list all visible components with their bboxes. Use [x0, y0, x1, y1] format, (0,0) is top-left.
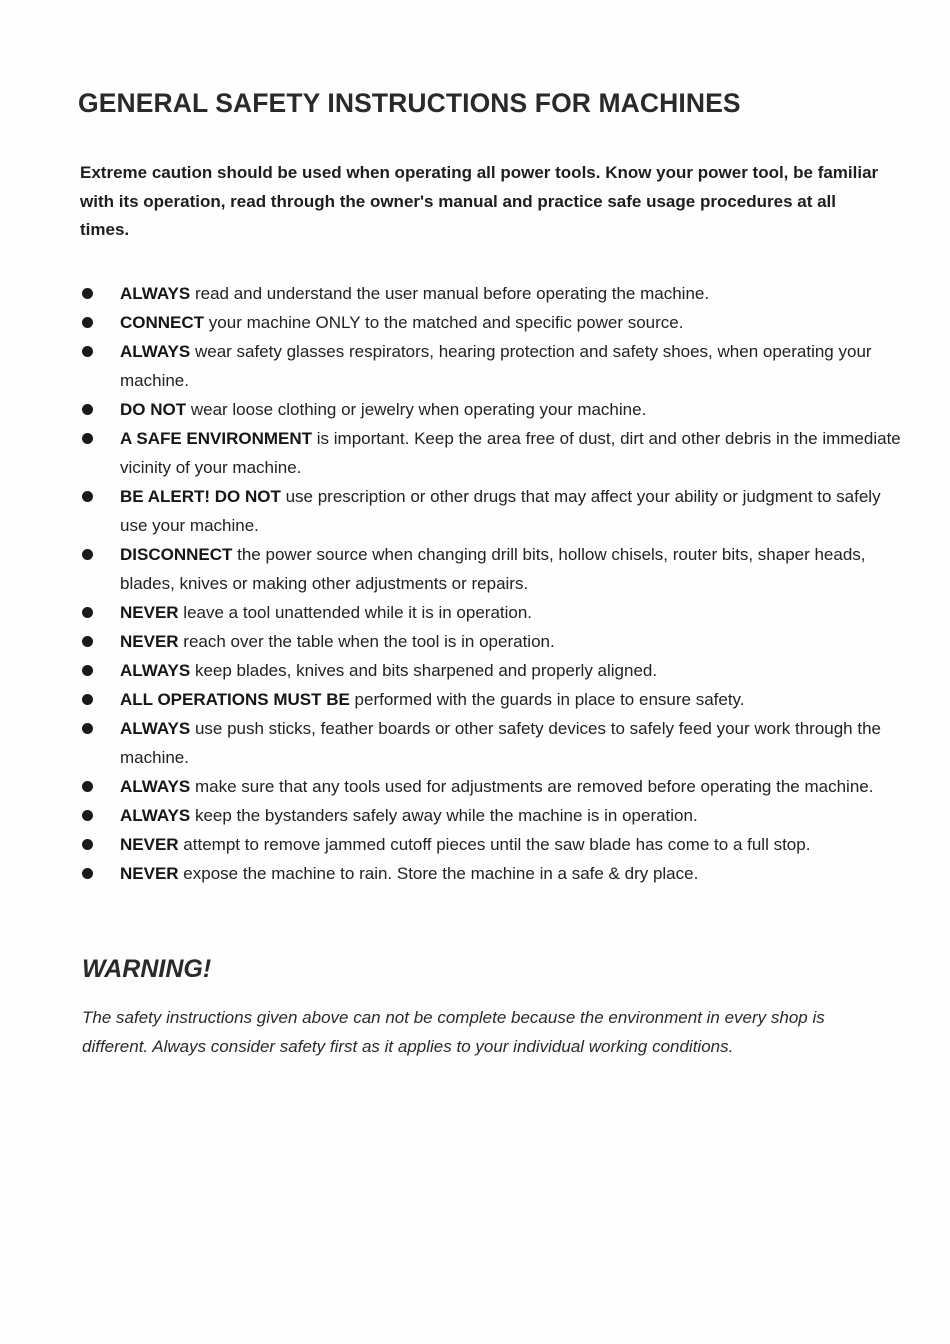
item-lead: ALWAYS [120, 777, 191, 796]
list-item [0, 801, 950, 830]
item-lead: ALWAYS [120, 806, 191, 825]
item-text: read and understand the user manual before operating the machine. [190, 284, 710, 303]
list-item [0, 685, 950, 714]
list-item [0, 772, 950, 801]
bullet-icon [82, 491, 93, 502]
item-lead: ALWAYS [120, 342, 191, 361]
bullet-icon [82, 549, 93, 560]
bullet-icon [82, 810, 93, 821]
item-text: keep blades, knives and bits sharpened and properly aligned. [190, 661, 658, 680]
item-lead: CONNECT [120, 313, 205, 332]
warning-text: The safety instructions given above can not be complete because the environment in every shop is different. Always consider safety first as it applies to your individual working conditions. [82, 1008, 825, 1056]
bullet-icon [82, 839, 93, 850]
list-item [0, 482, 950, 540]
safety-instruction-list [0, 279, 950, 888]
item-text: attempt to remove jammed cutoff pieces until the saw blade has come to a full stop. [178, 835, 811, 854]
list-item [0, 308, 950, 337]
item-text: make sure that any tools used for adjustments are removed before operating the machine. [190, 777, 874, 796]
item-text: expose the machine to rain. Store the machine in a safe & dry place. [178, 864, 699, 883]
list-item [0, 859, 950, 888]
warning-heading: WARNING! [82, 955, 212, 983]
bullet-icon [82, 636, 93, 647]
list-item [0, 656, 950, 685]
bullet-icon [82, 433, 93, 444]
item-text: the power source when changing drill bits, hollow chisels, router bits, shaper heads, blades, knives or making other adjustments or repairs. [120, 545, 866, 593]
item-lead: ALWAYS [120, 284, 191, 303]
item-lead: DISCONNECT [120, 545, 233, 564]
item-lead: A SAFE ENVIRONMENT [120, 429, 313, 448]
list-item [0, 598, 950, 627]
bullet-icon [82, 346, 93, 357]
item-lead: NEVER [120, 603, 179, 622]
bullet-icon [82, 404, 93, 415]
list-item [0, 540, 950, 598]
item-lead: NEVER [120, 632, 179, 651]
bullet-icon [82, 317, 93, 328]
item-text: reach over the table when the tool is in operation. [178, 632, 555, 651]
bullet-icon [82, 781, 93, 792]
intro-paragraph: Extreme caution should be used when operating all power tools. Know your power tool, be familiar with its operation, read through the owner's manual and practice safe usage procedures at all times. [80, 163, 879, 239]
list-item [0, 279, 950, 308]
item-text: keep the bystanders safely away while the machine is in operation. [190, 806, 698, 825]
item-lead: ALWAYS [120, 661, 191, 680]
bullet-icon [82, 723, 93, 734]
page-title: GENERAL SAFETY INSTRUCTIONS FOR MACHINES [78, 88, 741, 118]
bullet-icon [82, 607, 93, 618]
bullet-icon [82, 665, 93, 676]
bullet-icon [82, 694, 93, 705]
list-item [0, 830, 950, 859]
item-text: leave a tool unattended while it is in operation. [178, 603, 533, 622]
item-lead: BE ALERT! DO NOT [120, 487, 281, 506]
item-text: your machine ONLY to the matched and specific power source. [204, 313, 684, 332]
list-item [0, 337, 950, 395]
bullet-icon [82, 868, 93, 879]
item-lead: NEVER [120, 835, 179, 854]
list-item [0, 424, 950, 482]
item-lead: DO NOT [120, 400, 187, 419]
list-item [0, 714, 950, 772]
list-item [0, 395, 950, 424]
item-text: performed with the guards in place to ensure safety. [349, 690, 745, 709]
item-lead: NEVER [120, 864, 179, 883]
item-lead: ALL OPERATIONS MUST BE [120, 690, 350, 709]
item-text: use prescription or other drugs that may affect your ability or judgment to safely use your machine. [120, 487, 881, 535]
item-lead: ALWAYS [120, 719, 191, 738]
bullet-icon [82, 288, 93, 299]
item-text: is important. Keep the area free of dust, dirt and other debris in the immediate vicinity of your machine. [120, 429, 901, 477]
list-item [0, 627, 950, 656]
item-text: use push sticks, feather boards or other safety devices to safely feed your work through the machine. [120, 719, 881, 767]
item-text: wear safety glasses respirators, hearing protection and safety shoes, when operating your machine. [120, 342, 872, 390]
item-text: wear loose clothing or jewelry when operating your machine. [186, 400, 647, 419]
